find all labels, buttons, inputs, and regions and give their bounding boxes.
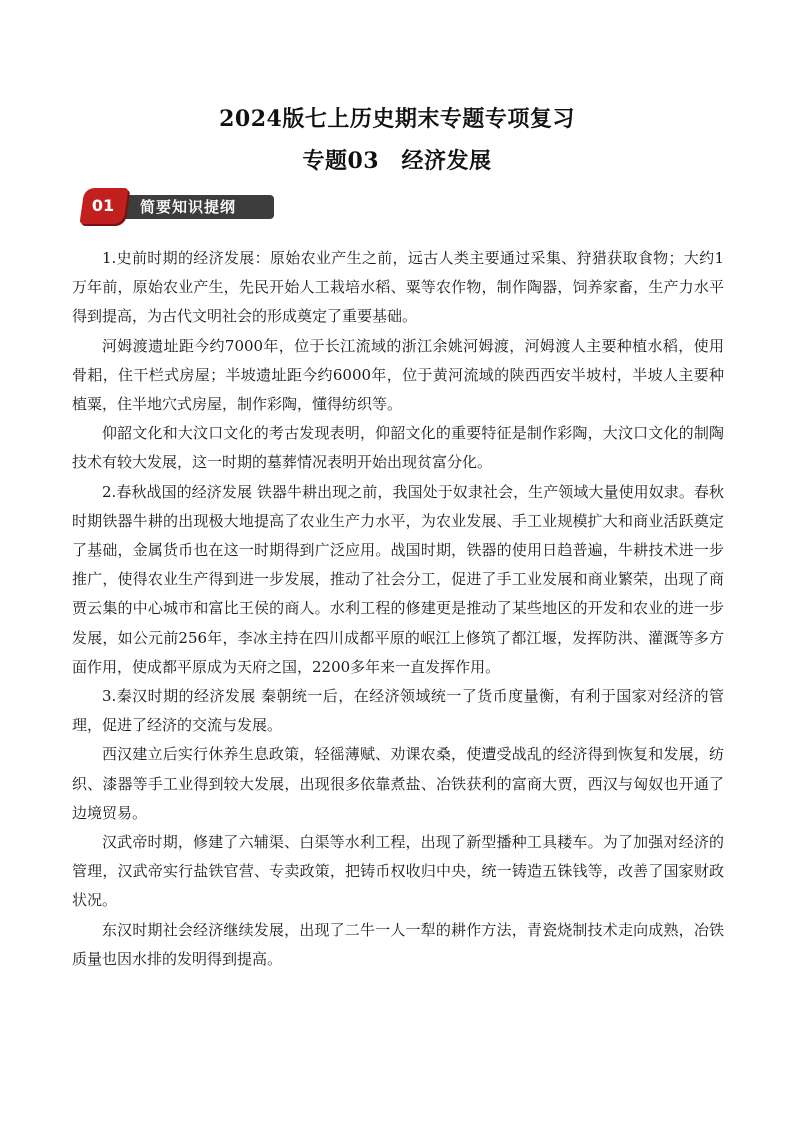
paragraph: 东汉时期社会经济继续发展，出现了二牛一人一犁的耕作方法，青瓷烧制技术走向成熟，冶铁质量也因水排的发明得到提高。 — [72, 920, 724, 968]
document-body — [72, 244, 724, 974]
paragraph: 河姆渡遗址距今约7000年，位于长江流域的浙江余姚河姆渡，河姆渡人主要种植水稻，使用骨耜，住干栏式房屋；半坡遗址距今约6000年，位于黄河流域的陕西西安半坡村，半坡人主要种植粟，住半地穴式房屋，制作彩陶，懂得纺织等。 — [72, 336, 724, 414]
paragraph: 1.史前时期的经济发展：原始农业产生之前，远古人类主要通过采集、狩猎获取食物；大约1万年前，原始农业产生，先民开始人工栽培水稻、粟等农作物，制作陶器，饲养家畜，生产力水平得到提高，为古代文明社会的形成奠定了重要基础。 — [72, 249, 724, 326]
section-header — [82, 186, 274, 226]
paragraph: 汉武帝时期，修建了六辅渠、白渠等水利工程，出现了新型播种工具耧车。为了加强对经济的管理，汉武帝实行盐铁官营、专卖政策，把铸币权收归中央，统一铸造五铢钱等，改善了国家财政状况。 — [72, 833, 724, 910]
paragraph: 2.春秋战国的经济发展 铁器牛耕出现之前，我国处于奴隶社会，生产领域大量使用奴隶。春秋时期铁器牛耕的出现极大地提高了农业生产力水平，为农业发展、手工业规模扩大和商业活跃奠定了基础，金属货币也在这一时期得到广泛应用。战国时期，铁器的使用日趋普遍，牛耕技术进一步推广，使得农业生产得到进一步发展，推动了社会分工，促进了手工业发展和商业繁荣，出现了商贾云集的中心城市和富比王侯的商人。水利工程的修建更是推动了某些地区的开发和农业的进一步发展，如公元前256年，李冰主持在四川成都平原的岷江上修筑了都江堰，发挥防洪、灌溉等多方面作用，使成都平原成为天府之国，2200多年来一直发挥作用。 — [72, 482, 724, 676]
document-subtitle: 专题03 经济发展 — [302, 148, 492, 174]
paragraph: 仰韶文化和大汶口文化的考古发现表明，仰韶文化的重要特征是制作彩陶，大汶口文化的制陶技术有较大发展，这一时期的墓葬情况表明开始出现贫富分化。 — [72, 424, 724, 472]
section-number: 01 — [91, 196, 115, 215]
section-label: 简要知识提纲 — [140, 198, 237, 216]
document-title: 2024版七上历史期末专题专项复习 — [219, 106, 575, 132]
paragraph: 3.秦汉时期的经济发展 秦朝统一后，在经济领域统一了货币度量衡，有利于国家对经济的管理，促进了经济的交流与发展。 — [72, 687, 724, 735]
paragraph: 西汉建立后实行休养生息政策，轻徭薄赋、劝课农桑，使遭受战乱的经济得到恢复和发展，纺织、漆器等手工业得到较大发展，出现很多依靠煮盐、冶铁获利的富商大贾，西汉与匈奴也开通了边境贸易。 — [72, 745, 724, 822]
